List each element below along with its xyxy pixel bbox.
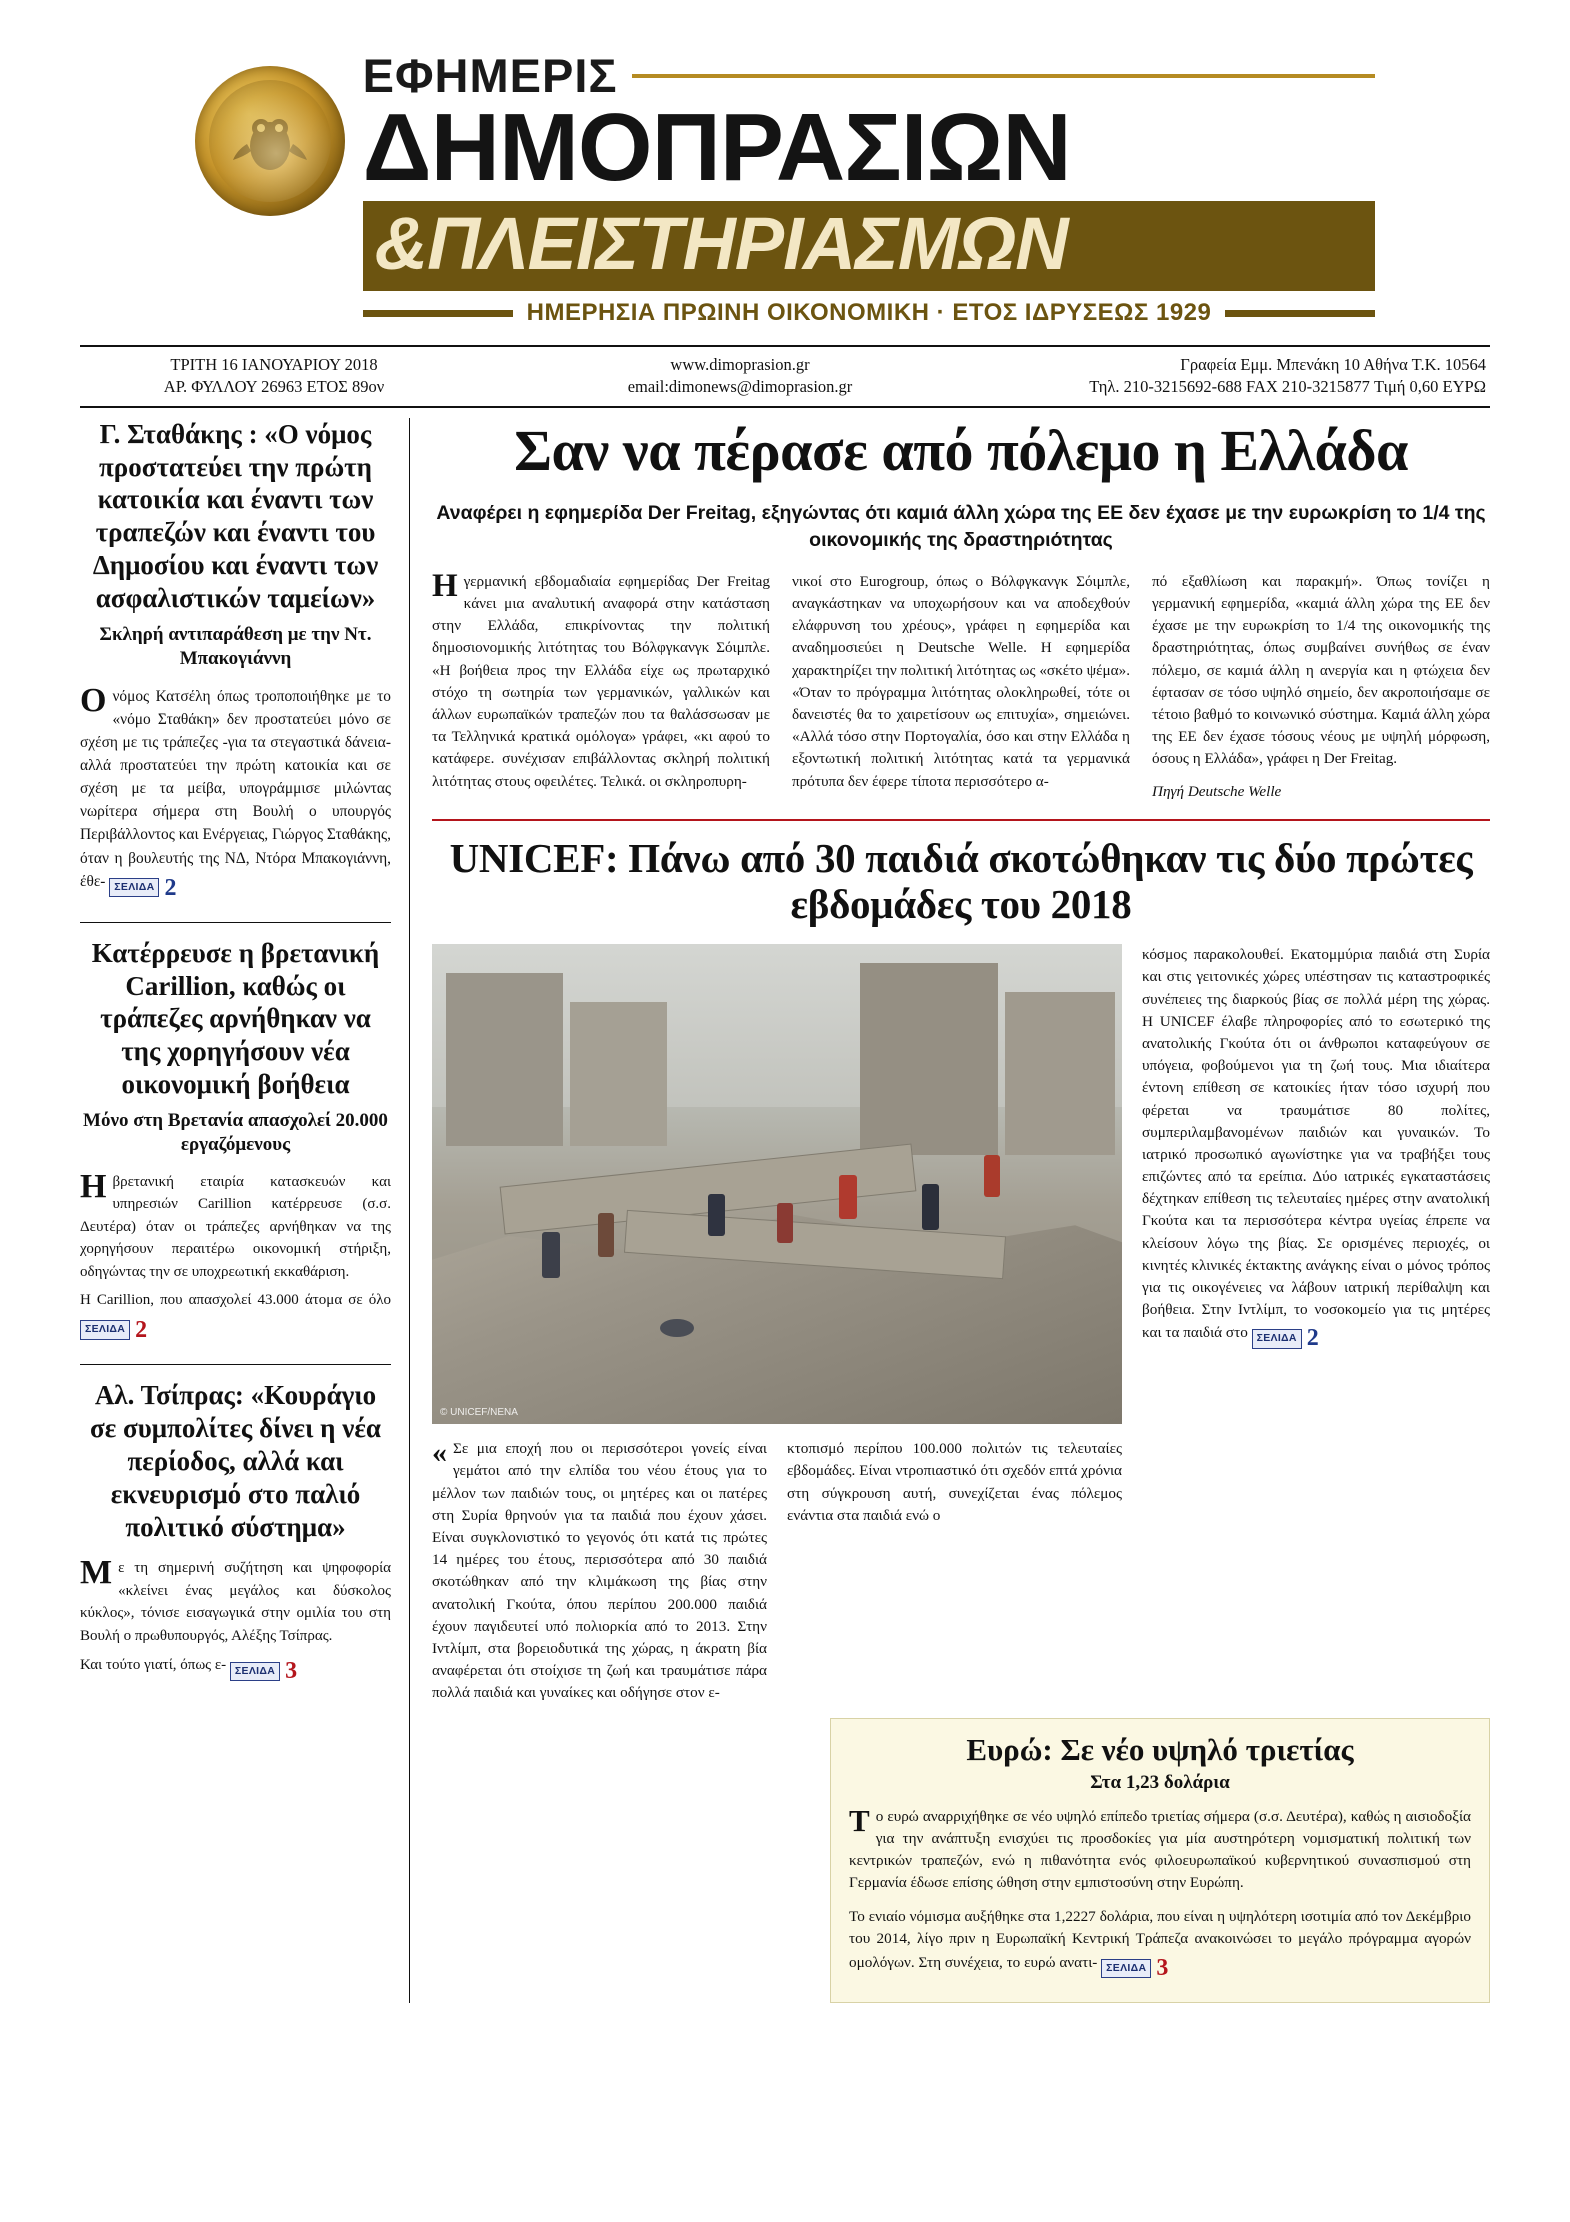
unicef-story[interactable] [432, 835, 1490, 1705]
story-headline: Αλ. Τσίπρας: «Κουράγιο σε συμπολίτες δίνει η νέα περίοδος, αλλά και εκνευρισμό στο παλιό πολιτικό σύστημα» [90, 1379, 381, 1542]
story-body-text: ε τη σημερινή συζήτηση και ψηφοφορία «κλείνει ένας μεγάλος και δύσκολος κύκλος», τόνισε εισαγωγικά στην ομιλία του στη Βουλή ο πρωθυπουργός, Αλέξης Τσίπρας. [80, 1560, 391, 1644]
jump-label: ΣΕΛΙΔΑ [230, 1662, 280, 1682]
unicef-lower-columns [432, 1438, 1490, 1704]
euro-subhead: Στα 1,23 δολάρια [1090, 1771, 1230, 1793]
dropcap: Τ [849, 1802, 870, 1838]
jump-page-number: 2 [164, 874, 177, 901]
owl-coin-icon [195, 66, 345, 216]
main-story[interactable] [432, 417, 1490, 803]
dropcap: Η [432, 567, 458, 604]
unicef-lower-col-2: κτοπισμό περίπου 100.000 πολιτών τις τελευταίες εβδομάδες. Είναι ντροπιαστικό ότι σχεδόν επτά χρόνια στη σύγκρουση αυτή, συνεχίζεται ένας πόλεμος ενάντια στα παιδιά ενώ ο [787, 1440, 1122, 1524]
main-column [410, 418, 1490, 2003]
story-headline: Κατέρρευσε η βρετανική Carillion, καθώς οι τράπεζες αρνήθηκαν να της χορηγήσουν νέα οικονομική βοήθεια [91, 937, 380, 1100]
photo-building [446, 973, 563, 1146]
photo-building [860, 963, 998, 1155]
main-col1-text: γερμανική εβδομαδιαία εφημερίδας Der Freitag κάνει μια αναλυτική αναφορά στην κατάσταση στην Ελλάδα, επικρίνοντας την πολιτική δημοσιονομικής λιτότητας του Βόλφγκανγκ Σόιμπλε. «Η βοήθεια προς την Ελλάδα είχε ως πρωταρχικό στόχο τη σωτηρία των γερμανικών, γαλλικών και άλλων ευρωπαϊκών τραπεζών που τα θαλάσσωσαν με τα Τελληνικά κρατικά ομόλογα» γράφει, «κι αφού το κατάφερε. συνέχισαν επιβάλλοντας σκληρή πολιτική λιτότητας στους οφειλέτες. Τελικά. οι σκληροπυρη- [432, 572, 770, 790]
photo-building [1005, 992, 1115, 1155]
story-body [80, 1167, 391, 1284]
masthead-subtitle: &ΠΛΕΙΣΤΗΡΙΑΣΜΩΝ [374, 202, 1068, 286]
children-on-rubble-photo [432, 944, 1122, 1424]
divider [80, 922, 391, 923]
unicef-right-column [1142, 944, 1490, 1424]
jump-page-number: 3 [285, 1658, 298, 1685]
info-bar [80, 347, 1490, 408]
story-subhead: Σκληρή αντιπαράθεση με την Ντ. Μπακογιάννη [99, 624, 372, 669]
contact-info [1016, 354, 1486, 399]
photo-child-figure [839, 1175, 857, 1219]
photo-child-figure [777, 1203, 793, 1243]
story-body-text: νόμος Κατσέλη όπως τροποποιήθηκε με το «νόμο Σταθάκη» δεν προστατεύει μόνο σε σχέση με τις τράπεζες -για τα στεγαστικά δάνεια- αλλά προστατεύει την πρώτη κατοικία και σε σχέση με τα μείβα, υπογράμμισε μιλώντας νωρίτερα σήμερα στη Βουλή ο υπουργός Περιβάλλοντος και Ενέργειας, Γιώργος Σταθάκης, όταν η βουλευτής της ΝΔ, Ντόρα Μπακογιάννη, έθε- [80, 687, 391, 890]
unicef-lower-col-1 [432, 1438, 767, 1704]
euro-body-text-2: Το ενιαίο νόμισμα αυξήθηκε στα 1,2227 δολάρια, που είναι η υψηλότερη ισοτιμία από τον Δεκέμβριο του 2014, λίγο πριν η Ευρωπαϊκή Κεντρική Τράπεζα ανακοινώσει το μεγάλο πρόγραμμα αγορών ομολόγων. Στη συνέχεια, το ευρώ ανατι- [849, 1908, 1471, 1971]
left-story-3[interactable] [80, 1379, 391, 1690]
story-body [80, 1554, 391, 1647]
issue-number: ΑΡ. ΦΥΛΛΟΥ 26963 ΕΤΟΣ 89ον [163, 377, 385, 397]
page-content [80, 418, 1490, 2003]
dropcap: Ο [80, 681, 107, 719]
jump-label: ΣΕΛΙΔΑ [1101, 1959, 1151, 1978]
main-body-col-3 [1152, 571, 1490, 803]
jump-label: ΣΕΛΙΔΑ [1252, 1329, 1302, 1348]
story-headline: Γ. Σταθάκης : «Ο νόμος προστατεύει την πρώτη κατοικία και έναντι των τραπεζών και έναντι του Δημοσίου και έναντι των ασφαλιστικών ταμείων» [92, 418, 379, 614]
masthead-title: ΔΗΜΟΠΡΑΣΙΩΝ [362, 94, 1071, 201]
story-tail-text: Η Carillion, που απασχολεί 43.000 άτομα σε όλο [80, 1292, 391, 1309]
dropcap: Μ [80, 1554, 113, 1592]
unicef-photo-wrap [432, 944, 1122, 1424]
story-body [80, 681, 391, 906]
masthead-subtitle-band [363, 201, 1376, 291]
photo-child-figure [708, 1194, 725, 1236]
masthead-rule [632, 74, 1376, 78]
left-column [80, 418, 410, 2003]
jump-link[interactable] [109, 870, 176, 906]
photo-child-figure [984, 1155, 1000, 1197]
office-address: Γραφεία Εμμ. Μπενάκη 10 Αθήνα Τ.Κ. 10564 [1180, 355, 1486, 375]
photo-bicycle [660, 1319, 694, 1337]
story-subhead: Μόνο στη Βρετανία απασχολεί 20.000 εργαζόμενους [83, 1110, 388, 1156]
unicef-body [432, 944, 1490, 1424]
photo-credit: © UNICEF/ΝΕΝΑ [440, 1407, 518, 1419]
photo-building [570, 1002, 667, 1146]
photo-child-figure [542, 1232, 560, 1278]
photo-child-figure [922, 1184, 939, 1230]
euro-headline: Ευρώ: Σε νέο υψηλό τριετίας [966, 1732, 1354, 1768]
jump-link[interactable] [80, 1312, 147, 1348]
unicef-right-text: κόσμος παρακολουθεί. Εκατομμύρια παιδιά στη Συρία και στις γειτονικές χώρες υπέστησαν τις καταστροφικές συνέπειες της διαρκούς βίας σε πολλά μέρη της χώρας. Η UNICEF έλαβε πληροφορίες από το εσωτερικό της ανατολικής Γκούτα ότι οι άνθρωποι καταφεύγουν σε υπόγεια, φοβούμενοι για τη ζωή τους. Μια ιδιαίτερα έντονη επίθεση σε κατοικίες ήταν τόσο ισχυρή που φέρεται να τραυμάτισε 80 πολίτες, συμπεριλαμβανομένων παιδιών και γυναικών. Το ιατρικό προσωπικό αγωνίστηκε για να τραβήξει τους επιζώντες από τα ερείπια. Δύο ιατρικές εγκαταστάσεις δέχτηκαν επίθεση τις τελευταίες ημέρες στην ανατολική Γκούτα και τα περισσότερα κέντρα υγείας έπρεπε να κλείσουν λόγω της βίας. Σε ορισμένες περιοχές, οι κινητές κλινικές έκτακτης ανάγκης είναι ο μόνος τρόπος για τις οικογένειες να λάβουν ιατρική περίθαλψη και βοήθεια. Στην Ιντλίμπ, το νοσοκομείο για τις μητέρες και τα παιδιά στο [1142, 946, 1490, 1342]
left-story-2[interactable] [80, 937, 391, 1348]
main-body-col-1 [432, 567, 770, 803]
left-story-1[interactable] [80, 418, 391, 906]
divider [80, 1364, 391, 1365]
photo-child-figure [598, 1213, 614, 1257]
red-divider [432, 819, 1490, 821]
jump-page-number: 2 [1306, 1325, 1319, 1352]
main-body-columns [432, 567, 1490, 803]
jump-page-number: 2 [135, 1316, 148, 1343]
jump-link[interactable] [230, 1653, 297, 1689]
main-body-col-2: νικοί στο Eurogroup, όπως ο Βόλφγκανγκ Σόιμπλε, αναγκάστηκαν να υποχωρήσουν και να αποδεχθούν ελάφρυνση του χρέους», γράφει η εφημερίδα και αναδημοσιεύει η Deutsche Welle. Η εφημερίδα χαρακτηρίζει την πολιτική λιτότητας ως «σκέτο ψέμα». «Όταν το πρόγραμμα λιτότητας ολοκληρωθεί, τότε οι δανειστές θα το χαιρετίσουν ως επιτυχία», σημειώνει. «Αλλά τόσο στην Πορτογαλία, όσο και στην Ελλάδα η εξοντωτική πολιτική λιτότητας κατά τα γερμανικά πρότυπα δεν έφερε τίποτα περισσότερο α- [792, 572, 1130, 790]
story-body-text: βρετανική εταιρία κατασκευών και υπηρεσιών Carillion κατέρρευσε (σ.σ. Δευτέρα) όταν οι τράπεζες αρνήθηκαν να της χορηγήσουν περαιτέρω οικονομική στήριξη, οδηγώντας την σε υποχρεωτική εκκαθάριση. [80, 1173, 391, 1280]
euro-box[interactable] [830, 1718, 1490, 2002]
unicef-lower-col1-text: Σε μια εποχή που οι περισσότεροι γονείς είναι γεμάτοι από την ελπίδα του νέου έτους για το μέλλον των παιδιών τους, οι μητέρες και οι πατέρες στη Συρία θρηνούν για τα παιδιά που έχουν χάσει. Είναι συγκλονιστικό το γεγονός ότι κατά τις πρώτες 14 ημέρες του έτους, περισσότερα από 30 παιδιά σκοτώθηκαν από την κλιμάκωση της βίας στην ανατολική Γκούτα, όπου περίπου 200.000 παιδιά έχουν παγιδευτεί υπό πολιορκία από το 2013. Στην Ιντλίμπ, στα βορειοδυτικά της χώρας, η άκρατη βία αναφέρεται ότι στοίχισε τη ζωή και τραυμάτισε πάρα πολλά παιδιά και γυναίκες και οδήγησε στον ε- [432, 1440, 767, 1702]
story-body-tail [80, 1289, 391, 1348]
euro-body-text: ο ευρώ αναρριχήθηκε σε νέο υψηλό επίπεδο τριετίας σήμερα (σ.σ. Δευτέρα), καθώς η αισιοδοξία για την ανάπτυξη ενισχύει τις προσδοκίες για μία αυστηρότερη νομισματική πολιτική των κεντρικών τραπεζών, ενώ η πιθανότητα ενός φιλοευρωπαϊκού κυβερνητικού συνασπισμού στη Γερμανία έδωσε επίσης ώθηση στην εμπιστοσύνη στην Ευρώπη. [849, 1807, 1471, 1892]
jump-link[interactable] [1252, 1321, 1319, 1356]
euro-body-2 [849, 1906, 1471, 1985]
masthead-word-efimeris: ΕΦΗΜΕΡΙΣ [362, 49, 618, 102]
email-link[interactable]: email:dimonews@dimoprasion.gr [627, 377, 853, 397]
issue-date: ΤΡΙΤΗ 16 ΙΑΝΟΥΑΡΙΟΥ 2018 [170, 355, 378, 375]
phone-price: Τηλ. 210-3215692-688 FAX 210-3215877 Τιμή 0,60 ΕΥΡΩ [1089, 377, 1486, 397]
jump-link[interactable] [1101, 1951, 1168, 1986]
main-col3-text: πό εξαθλίωση και παρακμή». Όπως τονίζει η γερμανική εφημερίδα, «καμιά άλλη χώρα της ΕΕ δεν έχασε με την ευρωκρίση το 1/4 της οικονομικής της δραστηριότητας, όπως συμβαίνει συνήθως σε έναν πόλεμο, σε καμιά άλλη η ανεργία και η φτώχεια δεν έφτασαν σε τόσο υψηλό σημείο, δεν ακροποιήσαμε σε τέτοιο βαθμό το κοινωνικό σύστημα. Καμιά άλλη χώρα της ΕΕ δεν έχασε τόσους νέους με υψηλή μόρφωση, όσους η Ελλάδα», γράφει η Der Freitag. [1152, 572, 1490, 768]
masthead-tagline-row [363, 299, 1376, 327]
main-headline: Σαν να πέρασε από πόλεμο η Ελλάδα [514, 417, 1408, 483]
euro-body-1 [849, 1802, 1471, 1895]
issue-info [84, 354, 464, 399]
unicef-headline: UNICEF: Πάνω από 30 παιδιά σκοτώθηκαν τις δύο πρώτες εβδομάδες του 2018 [449, 834, 1473, 928]
jump-page-number: 3 [1156, 1954, 1169, 1981]
story-tail-text: Και τούτο γιατί, όπως ε- [80, 1657, 227, 1674]
tagline-bar-left [363, 310, 513, 317]
story-body-tail [80, 1653, 391, 1689]
masthead-tagline: ΗΜΕΡΗΣΙΑ ΠΡΩΙΝΗ ΟΙΚΟΝΟΜΙΚΗ · ΕΤΟΣ ΙΔΡΥΣΕΩΣ 1929 [526, 299, 1212, 327]
jump-label: ΣΕΛΙΔΑ [80, 1320, 130, 1340]
main-source: Πηγή Deutsche Welle [1152, 782, 1282, 800]
dropcap: Η [80, 1167, 107, 1205]
tagline-bar-right [1225, 310, 1375, 317]
web-info [550, 354, 930, 399]
main-subhead: Αναφέρει η εφημερίδα Der Freitag, εξηγώντας ότι καμιά άλλη χώρα της ΕΕ δεν έχασε με την ευρωκρίση το 1/4 της οικονομικής της δραστηριότητας [436, 502, 1486, 551]
website-link[interactable]: www.dimoprasion.gr [670, 355, 810, 375]
masthead [80, 0, 1490, 327]
jump-label: ΣΕΛΙΔΑ [109, 878, 159, 898]
dropcap: « [432, 1436, 447, 1470]
